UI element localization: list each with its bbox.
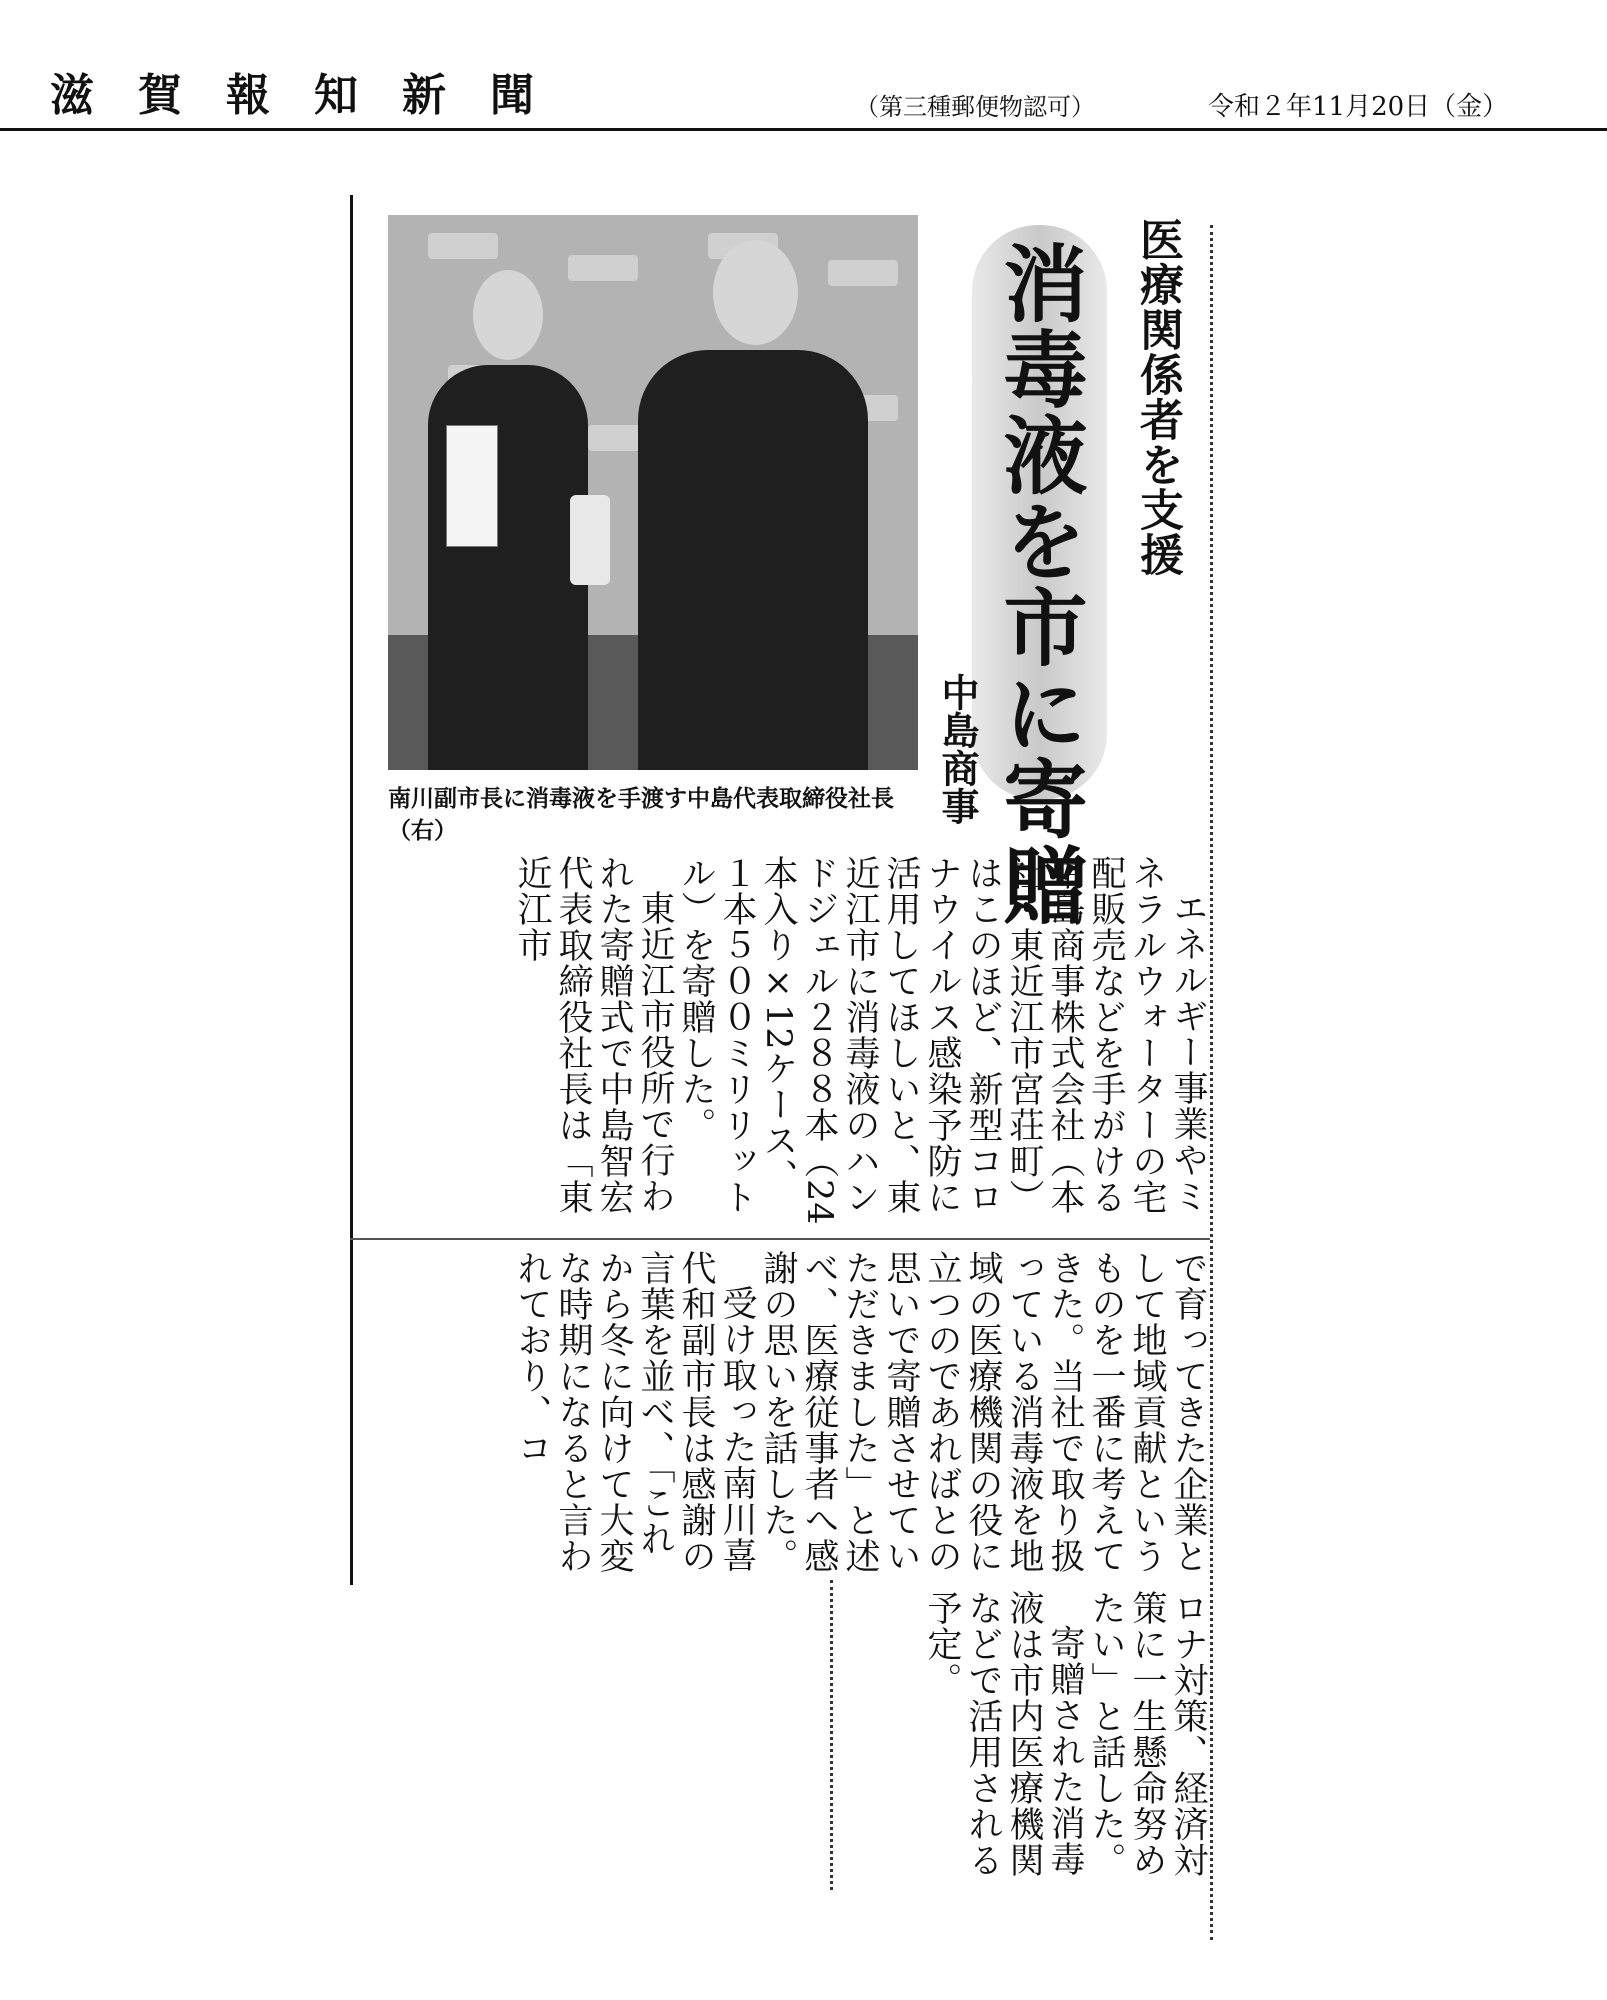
person-left-head	[473, 270, 543, 360]
person-right-figure	[638, 350, 868, 770]
postal-permit-notice: （第三種郵便物認可）	[855, 93, 1095, 121]
section-divider	[350, 1238, 1210, 1240]
article-subheadline: 医療関係者を支援	[1132, 217, 1183, 577]
column-divider	[830, 1580, 833, 1890]
photo-caption: 南川副市長に消毒液を手渡す中島代表取締役社長（右）	[388, 786, 894, 844]
article-headline: 消毒液を市に寄贈	[990, 240, 1089, 928]
body-paragraph: 受け取った南川喜代和副市長は感謝の言葉を並べ、「これから冬に向けて大変な時期になると言われており、コ	[512, 1250, 757, 1574]
person-right-head	[713, 240, 798, 345]
body-paragraph: 寄贈された消毒液は市内医療機関などで活用される予定。	[922, 1590, 1085, 1878]
masthead-divider	[0, 128, 1607, 131]
article-body-block	[388, 1250, 1208, 1575]
article-body-block	[838, 1590, 1208, 1885]
newspaper-name: 滋賀報知新聞	[50, 70, 578, 121]
issue-date: 令和２年11月20日（金）	[1208, 92, 1509, 122]
company-name: 中島商事	[935, 673, 980, 825]
sanitizer-bottle	[570, 495, 610, 585]
backdrop-logo	[828, 260, 898, 286]
article-photo	[388, 215, 918, 770]
body-paragraph: ロナ対策、経済対策に一生懸命努めたい」と話した。	[1086, 1590, 1208, 1878]
backdrop-logo	[568, 255, 638, 281]
news-article	[350, 195, 1230, 1878]
masthead	[0, 62, 1607, 134]
backdrop-logo	[428, 233, 498, 259]
article-right-border	[1210, 225, 1213, 1940]
article-left-border	[350, 195, 353, 1585]
body-paragraph: で育ってきた企業として地域貢献というものを一番に考えてきた。当社で取り扱っている消毒液を地域の医療機関の役に立つのであればとの思いで寄贈させていただきました」と述べ、医療従事者へ感謝の思いを話した。	[758, 1250, 1208, 1574]
body-paragraph: 東近江市役所で行われた寄贈式で中島智宏代表取締役社長は「東近江市	[512, 855, 675, 1215]
donation-envelope	[446, 425, 498, 547]
body-paragraph: エネルギー事業やミネラルウォーターの宅配販売などを手がける中島商事株式会社（本社・東近江市宮荘町）はこのほど、新型コロナウイルス感染予防に活用してほしいと、東近江市に消毒液のハンドジェル２８８本（24本入り×12ケース、１本５００ミリリットル）を寄贈した。	[676, 855, 1208, 1226]
article-body-block	[388, 855, 1208, 1230]
